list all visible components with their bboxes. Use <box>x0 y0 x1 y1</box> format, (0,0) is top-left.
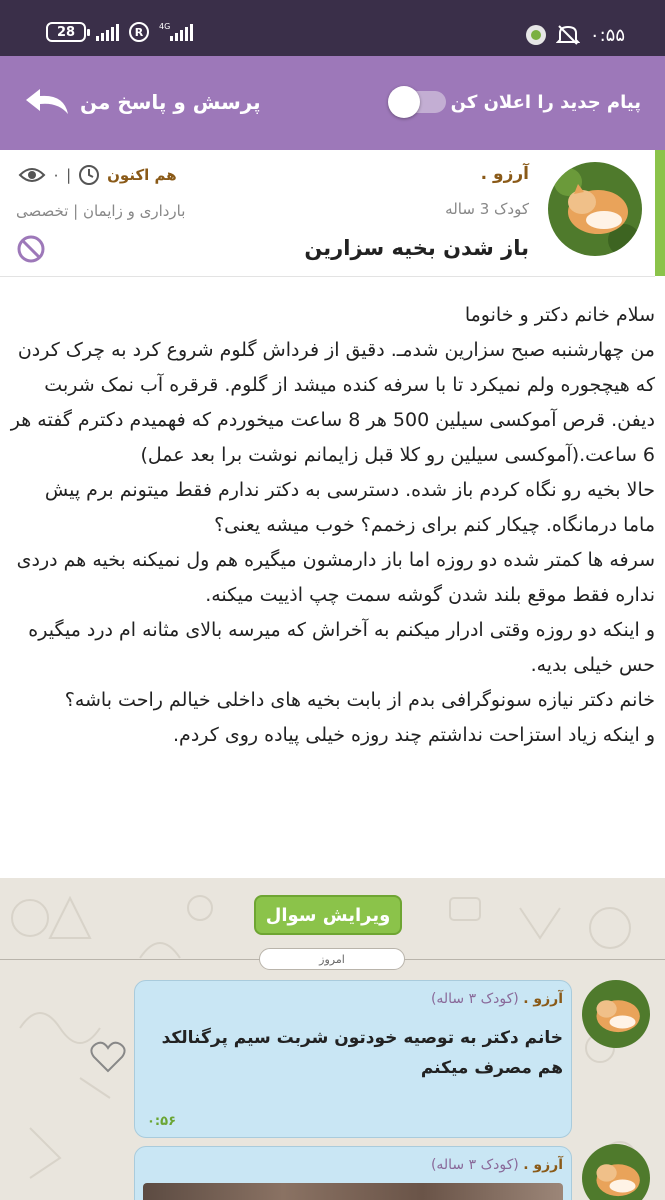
views-count: ۰ <box>52 166 61 184</box>
back-arrow-icon[interactable] <box>24 86 70 118</box>
accent-bar <box>655 150 665 276</box>
registered-mark: R <box>134 25 144 39</box>
body-paragraph: من چهارشنبه صبح سزارین شدمـ. دقیق از فرداش گلوم شروع کرد به چرک کردن که هیچجوره ولم نمیکرد تا با سرفه کنده میشد از گلوم. قرقره آب نمک شربت دیفن. قرص آموکسی سیلین 500 هر 8 ساعت میخوردم که فهمیدم دکترم گفته هر 6 ساعت.(آموکسی سیلین رو کلا قبل زایمانم نوشت برا بعد عمل) <box>10 339 655 466</box>
message-child-info: (کودک ۳ ساله) <box>430 1157 519 1173</box>
silent-icon <box>556 24 580 46</box>
message-bubble[interactable] <box>134 980 572 1138</box>
status-right <box>526 24 625 46</box>
clock-text: ۰:۵۵ <box>589 24 625 46</box>
message-image[interactable] <box>143 1183 563 1200</box>
question-meta <box>18 164 177 186</box>
notify-label: پیام جدید را اعلان کن <box>450 92 641 113</box>
battery-level: 28 <box>56 24 76 40</box>
toggle-knob <box>388 86 420 118</box>
question-body <box>10 298 655 753</box>
network-label: 4G <box>159 22 171 31</box>
network-indicator <box>159 23 193 41</box>
app-header <box>0 56 665 150</box>
question-author[interactable]: آرزو . <box>480 164 529 184</box>
message-bubble[interactable] <box>134 1146 572 1200</box>
ban-icon[interactable] <box>16 234 46 264</box>
body-paragraph: سرفه ها کمتر شده دو روزه اما باز دارمشون میگیره هم ول نمیکنه بخیه هم دردی نداره فقط موقع بلند شدن گوشه سمت چپ اذییت میکنه. <box>16 549 655 606</box>
avatar[interactable] <box>548 162 642 256</box>
divider <box>0 276 655 277</box>
body-paragraph: حالا بخیه رو نگاه کردم باز شده. دسترسی به دکتر ندارم فقط میتونم برم پیش ماما درمانگاه. چیکار کنم برای زخمم؟ خوب میشه یعنی؟ <box>44 479 655 536</box>
status-bar <box>0 0 665 56</box>
day-separator: امروز <box>259 948 405 970</box>
body-paragraph: سلام خانم دکتر و خانوما <box>464 304 655 326</box>
message-text: خانم دکتر به توصیه خودتون شربت سیم پرگنالکد هم مصرف میکنم <box>161 1028 563 1078</box>
notify-toggle[interactable] <box>390 91 446 113</box>
message-time: ۰:۵۶ <box>147 1114 177 1129</box>
child-info: کودک 3 ساله <box>445 200 529 218</box>
message-author: آرزو . <box>523 1157 563 1173</box>
signal-icon <box>96 23 119 41</box>
app-notification-icon <box>526 25 546 45</box>
edit-question-button[interactable]: ویرایش سوال <box>254 895 402 935</box>
signal-4g-icon <box>170 23 193 41</box>
message-sender <box>431 1157 563 1173</box>
question-time: هم اکنون <box>107 166 177 184</box>
message-child-info: (کودک ۳ ساله) <box>430 991 519 1007</box>
page-title: پرسش و پاسخ من <box>80 90 261 114</box>
question-category: بارداری و زایمان | تخصصی <box>16 202 186 220</box>
question-card <box>0 150 665 878</box>
meta-separator: | <box>66 166 72 184</box>
avatar[interactable] <box>582 980 650 1048</box>
question-subject: باز شدن بخیه سزارین <box>304 236 529 260</box>
clock-icon <box>77 164 101 186</box>
body-paragraph: خانم دکتر نیازه سونوگرافی بدم از بابت بخیه های داخلی خیالم راحت باشه؟ <box>64 689 655 711</box>
status-left <box>46 22 193 42</box>
battery-icon <box>46 22 86 42</box>
heart-icon[interactable] <box>90 1040 126 1074</box>
body-paragraph: و اینکه دو روزه وقتی ادرار میکنم به آخراش که میرسه بالای مثانه ام درد میگیره حس خیلی بدیه. <box>28 619 655 676</box>
eye-icon <box>18 165 46 185</box>
registered-icon <box>129 22 149 42</box>
message-author: آرزو . <box>523 991 563 1007</box>
body-paragraph: و اینکه زیاد استزاحت نداشتم چند روزه خیلی پیاده روی کردم. <box>173 724 655 746</box>
message-sender <box>431 991 563 1007</box>
